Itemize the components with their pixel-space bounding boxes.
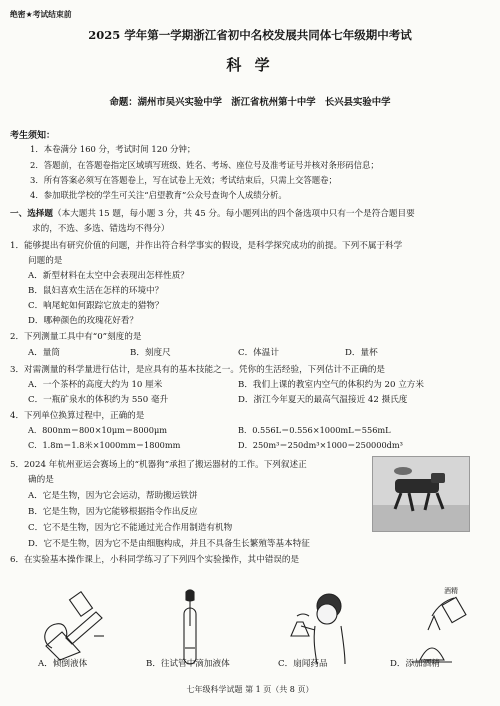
question-4-option-d: D．250m³＝250dm³×1000＝250000dm³ — [238, 440, 403, 450]
question-5-stem: 5．2024 年杭州亚运会赛场上的“机器狗”承担了搬运器材的工作。下列叙述正 — [10, 460, 307, 470]
exam-setters: 命题：湖州市吴兴实验中学 浙江省杭州第十中学 长兴县实验中学 — [109, 97, 391, 108]
question-3-option-a: A．一个茶杯的高度大约为 10 厘米 — [28, 380, 163, 390]
question-5-option-c: C．它不是生物，因为它不能通过光合作用制造有机物 — [28, 523, 233, 533]
question-1-stem: 1．能够提出有研究价值的问题，并作出符合科学事实的假设，是科学探究成功的前提。下列不属于科学 — [10, 241, 403, 251]
notice-item: 3．所有答案必须写在答题卷上，写在试卷上无效；考试结束后，只需上交答题卷； — [30, 175, 337, 185]
page-footer: 七年级科学试题 第 1 页（共 8 页） — [186, 685, 314, 694]
figure-caption-b: B．往试管中滴加液体 — [146, 659, 230, 669]
question-3-option-b: B．我们上课的教室内空气的体积约为 20 立方米 — [238, 380, 424, 390]
question-5-option-a: A．它是生物，因为它会运动，帮助搬运铁饼 — [28, 491, 198, 501]
question-2-option-b: B．刻度尺 — [130, 348, 171, 358]
question-3-option-d: D．浙江今年夏天的最高气温接近 42 摄氏度 — [238, 395, 408, 405]
section-description-continued: 求的，不选、多选、错选均不得分） — [32, 224, 170, 234]
question-3-stem: 3．对需测量的科学量进行估计，是应具有的基本技能之一。凭你的生活经验，下列估计不正确的是 — [10, 365, 386, 375]
notice-item: 4．参加联批学校的学生可关注“启望教育”公众号查询个人成绩分析。 — [30, 190, 287, 200]
question-4-option-a: A．800nm＝800×10μm＝8000μm — [28, 425, 168, 435]
question-1-option-c: C．响尾蛇如何跟踪它放走的猎物？ — [28, 301, 164, 311]
question-4-stem: 4．下列单位换算过程中，正确的是 — [10, 411, 145, 421]
question-2-stem: 2．下列测量工具中有“0”刻度的是 — [10, 332, 142, 342]
wafting-smell-figure — [265, 586, 385, 666]
question-5-option-d: D．它不是生物，因为它不是由细胞构成，并且不具备生长繁殖等基本特征 — [28, 539, 310, 549]
question-4-option-c: C．1.8m＝1.8米×1000mm＝1800mm — [28, 440, 181, 450]
question-1-stem-continued: 问题的是 — [28, 256, 63, 266]
exam-title: 2025 学年第一学期浙江省初中名校发展共同体七年级期中考试 — [88, 28, 412, 42]
robot-dog-photo — [372, 456, 470, 532]
question-2-option-a: A．量筒 — [28, 348, 60, 358]
question-1-option-b: B．鼠妇喜欢生活在怎样的环境中？ — [28, 286, 164, 296]
adding-alcohol-figure — [388, 586, 500, 666]
section-heading — [10, 207, 415, 219]
confidential-mark: 绝密★考试结束前 — [10, 10, 72, 19]
pouring-liquid-figure — [22, 586, 142, 666]
alcohol-label: 酒精 — [444, 587, 458, 595]
notice-item: 2．答题前，在答题卷指定区域填写班级、姓名、考场、座位号及准考证号并核对条形码信息； — [30, 160, 379, 170]
notice-title: 考生须知： — [10, 131, 56, 141]
question-1-option-a: A．新型材料在太空中会表现出怎样性质？ — [28, 271, 189, 281]
question-2-option-c: C．体温计 — [238, 348, 279, 358]
section-description: （本大题共 15 题，每小题 3 分，共 45 分。每小题列出的四个备选项中只有一个是符合题目要 — [52, 209, 415, 219]
question-1-option-d: D．哪种颜色的玫瑰花好看？ — [28, 316, 139, 326]
question-3-option-c: C．一瓶矿泉水的体积约为 550 毫升 — [28, 395, 169, 405]
subject-title: 科 学 — [226, 56, 274, 74]
notice-item: 1．本卷满分 160 分，考试时间 120 分钟； — [30, 144, 196, 154]
figure-caption-a: A．倾倒液体 — [38, 659, 88, 669]
question-6-stem: 6．在实验基本操作课上，小科同学练习了下列四个实验操作，其中错误的是 — [10, 555, 300, 565]
dropper-test-tube-figure — [146, 586, 266, 666]
question-5-stem-continued: 确的是 — [28, 475, 54, 485]
figure-caption-c: C．扇闻药品 — [278, 659, 328, 669]
question-5-option-b: B．它是生物，因为它能够根据指令作出反应 — [28, 507, 198, 517]
section-name: 一、选择题 — [10, 209, 53, 219]
question-4-option-b: B．0.556L＝0.556×1000mL＝556mL — [238, 425, 391, 435]
question-2-option-d: D．量杯 — [345, 348, 378, 358]
figure-caption-d: D．添加酒精 — [390, 659, 440, 669]
